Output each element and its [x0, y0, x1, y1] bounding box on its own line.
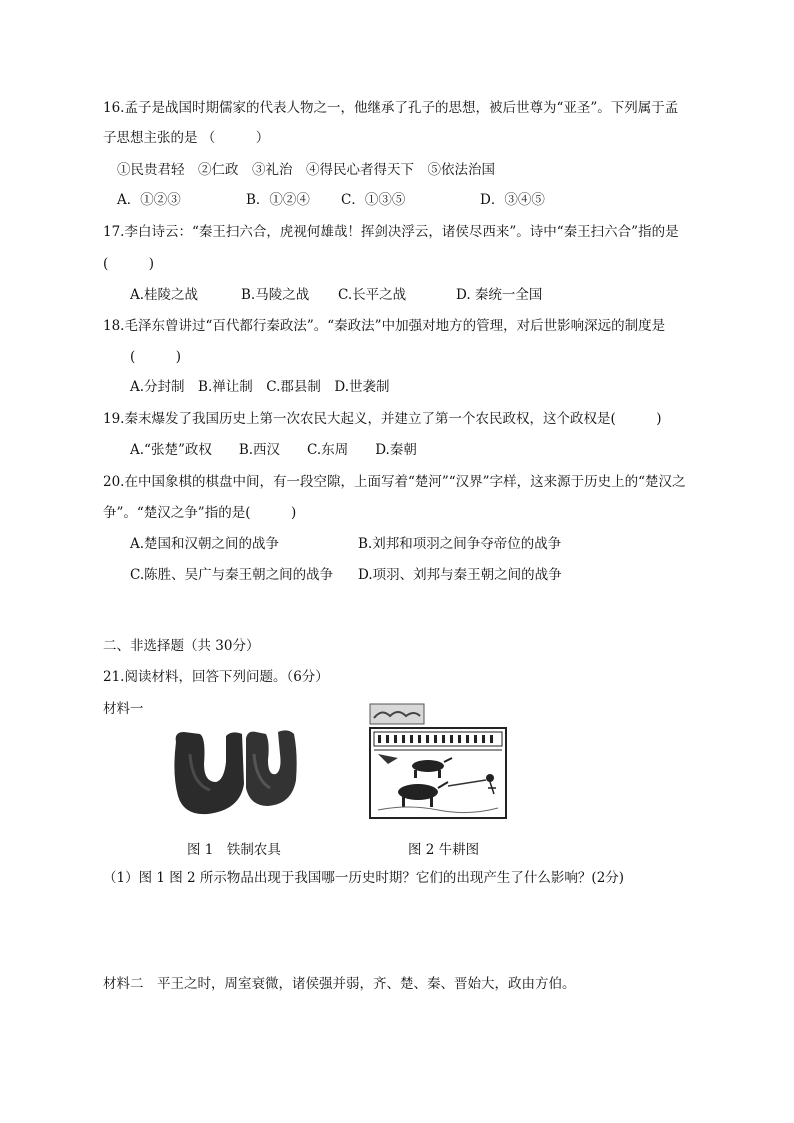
section-title: 二、非选择题（共 30分） [103, 638, 260, 654]
q16-items: ①民贵君轻 ②仁政 ③礼治 ④得民心者得天下 ⑤依法治国 [117, 162, 495, 178]
q17-option-c: C.长平之战 [338, 287, 407, 303]
q20-option-a: A.楚国和汉朝之间的战争 [130, 536, 280, 552]
material1-label: 材料一 [103, 701, 144, 717]
material2-text: 材料二 平王之时，周室衰微，诸侯强并弱，齐、楚、秦、晋始大，政由方伯。 [103, 976, 576, 992]
q20-option-c: C.陈胜、吴广与秦王朝之间的战争 [130, 567, 334, 583]
q17-line1: 17.李白诗云：“秦王扫六合，虎视何雄哉！挥剑决浮云，诸侯尽西来”。诗中“秦王扫六合”指的是 [103, 224, 679, 240]
q18-line1: 18.毛泽东曾讲过“百代都行秦政法”。“秦政法”中加强对地方的管理，对后世影响深远的制度是 [103, 318, 666, 334]
q17-option-a: A.桂陵之战 [130, 287, 199, 303]
q20-line2: 争”。“楚汉之争”指的是( ) [103, 505, 297, 521]
q17-option-b: B.马陵之战 [241, 287, 310, 303]
ox-plowing-image [368, 702, 508, 820]
q19-options: A.“张楚”政权 B.西汉 C.东周 D.秦朝 [130, 442, 417, 458]
q21-line1: 21.阅读材料，回答下列问题。（6分） [103, 669, 329, 685]
figure2-caption: 图 2 牛耕图 [408, 842, 480, 858]
q20-option-b: B.刘邦和项羽之间争夺帝位的战争 [358, 536, 562, 552]
q16-line2: 子思想主张的是 （ ） [103, 130, 270, 146]
figure1-caption: 图 1 铁制农具 [187, 842, 281, 858]
iron-tools-image [170, 724, 302, 820]
q20-option-d: D.项羽、刘邦与秦王朝之间的战争 [358, 567, 562, 583]
q16-option-b: B．①②④ [246, 192, 310, 208]
q20-line1: 20.在中国象棋的棋盘中间，有一段空隙，上面写着“楚河”“汉界”字样，这来源于历史上的“楚汉之 [103, 474, 686, 490]
q17-option-d: D. 秦统一全国 [456, 287, 543, 303]
q16-option-c: C．①③⑤ [341, 192, 406, 208]
q16-option-d: D．③④⑤ [480, 192, 545, 208]
q16-line1: 16.孟子是战国时期儒家的代表人物之一，他继承了孔子的思想，被后世尊为“亚圣”。下列属于孟 [103, 100, 679, 116]
q18-line2: ( ) [130, 349, 182, 365]
q18-options: A.分封制 B.禅让制 C.郡县制 D.世袭制 [130, 379, 390, 395]
q21-sub1: （1）图 1 图 2 所示物品出现于我国哪一历史时期？它们的出现产生了什么影响？(2分) [103, 870, 625, 886]
q16-option-a: A．①②③ [117, 192, 181, 208]
q17-line2: ( ) [103, 256, 155, 272]
q19-line1: 19.秦末爆发了我国历史上第一次农民大起义，并建立了第一个农民政权，这个政权是( ) [103, 411, 662, 427]
